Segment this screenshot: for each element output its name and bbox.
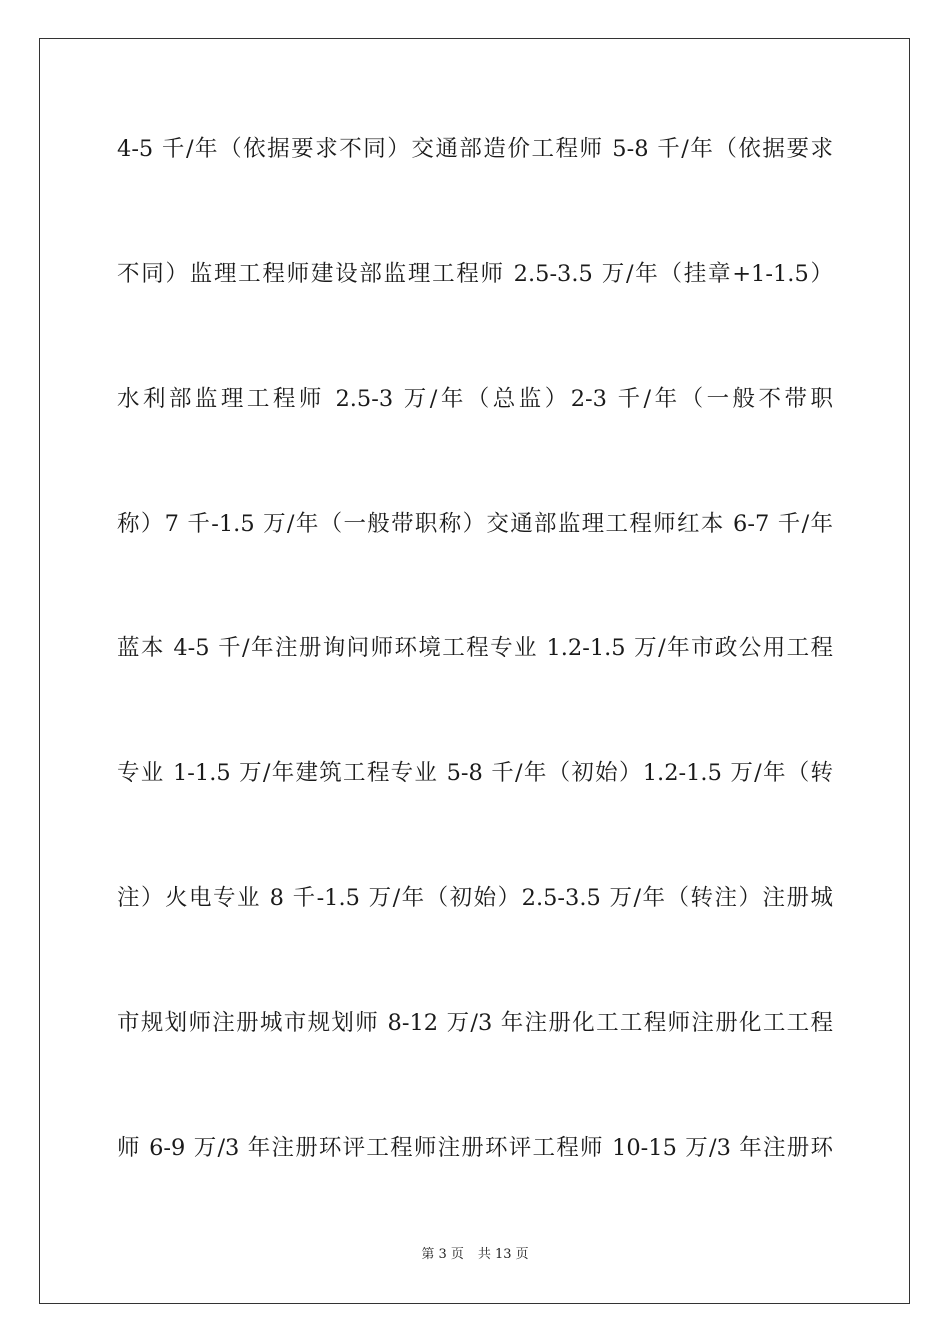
- body-text-line: 蓝本 4-5 千/年注册询问师环境工程专业 1.2-1.5 万/年市政公用工程: [117, 635, 833, 661]
- page-border: [39, 38, 910, 1304]
- body-text-line: 4-5 千/年（依据要求不同）交通部造价工程师 5-8 千/年（依据要求: [117, 136, 833, 162]
- body-text-line: 市规划师注册城市规划师 8-12 万/3 年注册化工工程师注册化工工程: [117, 1010, 833, 1036]
- body-text-line: 专业 1-1.5 万/年建筑工程专业 5-8 千/年（初始）1.2-1.5 万/年（转: [117, 760, 833, 786]
- page-total: 共 13 页: [477, 1247, 529, 1262]
- page-footer: [0, 1246, 950, 1264]
- page-number: 第 3 页: [421, 1247, 464, 1262]
- body-text-line: 水利部监理工程师 2.5-3 万/年（总监）2-3 千/年（一般不带职: [117, 386, 833, 412]
- body-text-line: 称）7 千-1.5 万/年（一般带职称）交通部监理工程师红本 6-7 千/年: [117, 511, 833, 537]
- body-text-line: 不同）监理工程师建设部监理工程师 2.5-3.5 万/年（挂章+1-1.5）: [117, 261, 833, 287]
- body-text-line: 师 6-9 万/3 年注册环评工程师注册环评工程师 10-15 万/3 年注册环: [117, 1135, 833, 1161]
- body-text-line: 注）火电专业 8 千-1.5 万/年（初始）2.5-3.5 万/年（转注）注册城: [117, 885, 833, 911]
